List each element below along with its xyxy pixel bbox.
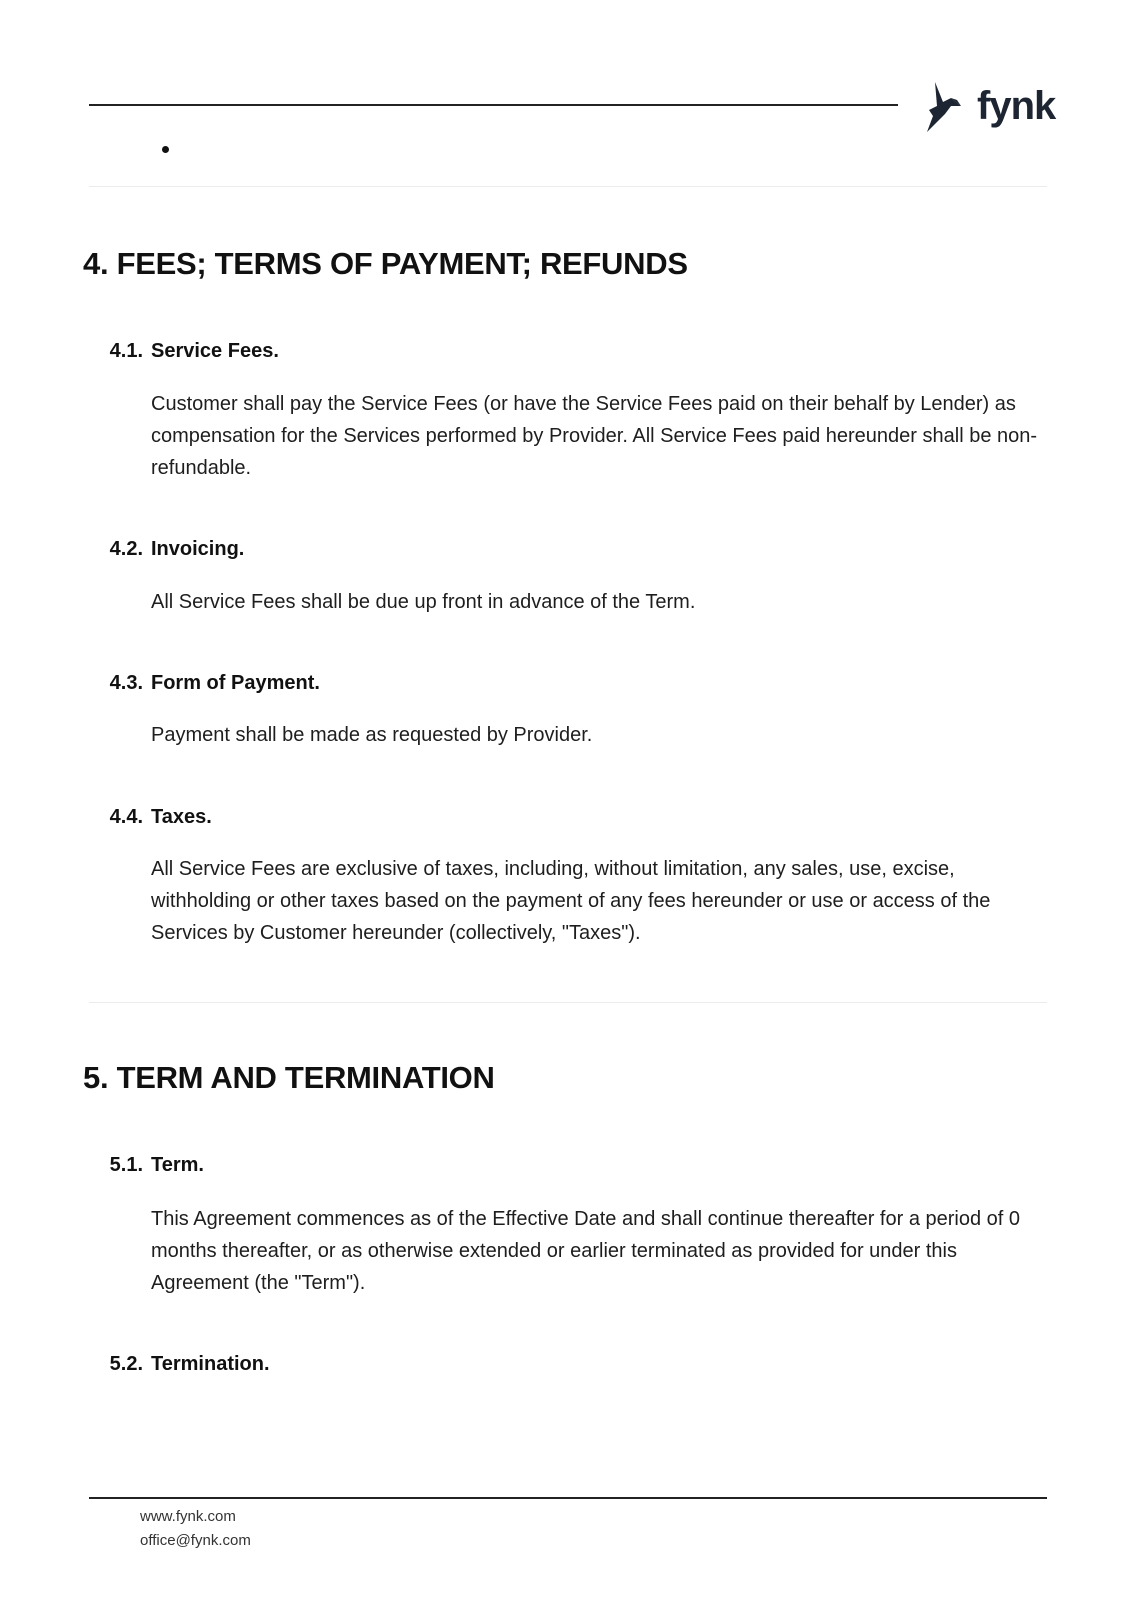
clause-number: 4.2. xyxy=(109,538,143,560)
clause-number: 4.3. xyxy=(109,672,143,694)
footer-rule xyxy=(89,1497,1047,1499)
section-title: 4. FEES; TERMS OF PAYMENT; REFUNDS xyxy=(83,246,688,281)
header-rule xyxy=(89,104,898,106)
clause-title: Invoicing. xyxy=(151,538,245,560)
section-divider xyxy=(89,1002,1047,1003)
section-divider xyxy=(89,186,1047,187)
clause-body: This Agreement commences as of the Effective Date and shall continue thereafter for a period of 0 months thereafter, or as otherwise extended or earlier terminated as provided for under this Agreement (the "Term"). xyxy=(151,1208,1021,1294)
section-title: 5. TERM AND TERMINATION xyxy=(83,1060,495,1095)
clause-number: 4.4. xyxy=(109,806,143,828)
clause-title: Term. xyxy=(151,1154,204,1176)
logo-wordmark: fynk xyxy=(977,84,1056,128)
clause-title: Termination. xyxy=(151,1353,270,1375)
clause-body: Customer shall pay the Service Fees (or have the Service Fees paid on their behalf by Lender) as compensation for the Services performed by Provider. All Service Fees paid hereunder shall be non-refundable. xyxy=(151,393,1038,479)
empty-list-bullet xyxy=(162,146,169,153)
clause-number: 5.2. xyxy=(109,1353,143,1375)
clause-number: 4.1. xyxy=(109,340,143,362)
clause-title: Form of Payment. xyxy=(151,672,320,694)
footer-website: www.fynk.com xyxy=(140,1508,236,1525)
clause-title: Taxes. xyxy=(151,806,212,828)
clause-number: 5.1. xyxy=(109,1154,143,1176)
clause-body: Payment shall be made as requested by Provider. xyxy=(151,724,593,746)
clause-body: All Service Fees are exclusive of taxes, including, without limitation, any sales, use, excise, withholding or other taxes based on the payment of any fees hereunder or use or access of the Services by Customer hereunder (collectively, "Taxes"). xyxy=(151,858,991,944)
clause-body: All Service Fees shall be due up front in advance of the Term. xyxy=(151,591,696,613)
footer-email: office@fynk.com xyxy=(140,1532,251,1549)
bird-icon xyxy=(921,80,971,134)
clause-title: Service Fees. xyxy=(151,340,279,362)
fynk-logo xyxy=(921,78,1056,134)
